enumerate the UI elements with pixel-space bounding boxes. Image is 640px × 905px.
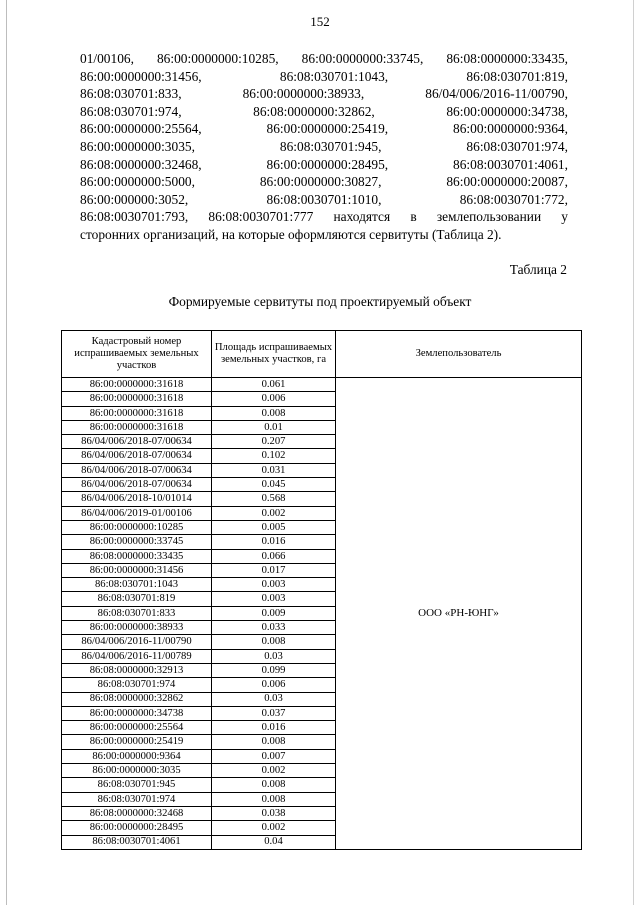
cadastral-number-cell: 86:00:0000000:3035 — [62, 764, 212, 778]
cadastral-number-cell: 86/04/006/2016-11/00789 — [62, 649, 212, 663]
cadastral-number-cell: 86:00:0000000:10285 — [62, 520, 212, 534]
paragraph-word: 01/00106, — [80, 51, 134, 66]
paragraph-word: 86:00:0000000:34738, — [446, 103, 568, 119]
cadastral-number-cell: 86:00:0000000:38933 — [62, 621, 212, 635]
area-cell: 0.045 — [212, 478, 336, 492]
paragraph-line — [80, 191, 568, 209]
area-cell: 0.008 — [212, 635, 336, 649]
cadastral-number-cell: 86:08:030701:833 — [62, 606, 212, 620]
area-cell: 0.003 — [212, 578, 336, 592]
area-cell: 0.03 — [212, 692, 336, 706]
cadastral-number-cell: 86/04/006/2018-07/00634 — [62, 463, 212, 477]
paragraph-word: находятся — [333, 209, 391, 225]
paragraph-word: 86:08:0000000:32862, — [253, 103, 375, 119]
land-user-cell: ООО «РН-ЮНГ» — [336, 378, 582, 850]
area-cell: 0.207 — [212, 435, 336, 449]
servitudes-table — [61, 330, 582, 850]
cadastral-number-cell: 86:08:030701:974 — [62, 792, 212, 806]
body-paragraph — [80, 50, 568, 244]
paragraph-word: 86:08:0030701:1010, — [266, 191, 382, 207]
paragraph-word: 86:00:000000:3052, — [80, 191, 189, 207]
paragraph-word: 86:08:0030701:4061, — [453, 156, 568, 172]
cadastral-number-cell: 86:08:0000000:32913 — [62, 663, 212, 677]
cadastral-number-cell: 86:00:0000000:25564 — [62, 721, 212, 735]
area-cell: 0.006 — [212, 678, 336, 692]
scan-edge-right — [633, 0, 634, 905]
paragraph-word: 86:00:0000000:9364, — [453, 121, 568, 137]
paragraph-word: 86:08:0030701:777 — [208, 209, 314, 225]
paragraph-line — [80, 208, 568, 226]
cadastral-number-cell: 86:08:030701:819 — [62, 592, 212, 606]
paragraph-line — [80, 85, 568, 103]
cadastral-number-cell: 86:00:0000000:31618 — [62, 420, 212, 434]
cadastral-number-cell: 86:00:0000000:33745 — [62, 535, 212, 549]
cadastral-number-cell: 86:00:0000000:31618 — [62, 406, 212, 420]
paragraph-word: 86:08:030701:945, — [279, 138, 382, 154]
area-cell: 0.016 — [212, 721, 336, 735]
paragraph-word: 86:00:0000000:33745, — [301, 51, 424, 66]
page-number: 152 — [310, 14, 330, 29]
cadastral-number-cell: 86:08:030701:945 — [62, 778, 212, 792]
area-cell: 0.037 — [212, 706, 336, 720]
paragraph-line — [80, 138, 568, 156]
table-title: Формируемые сервитуты под проектируемый объект — [168, 294, 472, 309]
cadastral-number-cell: 86:00:0000000:34738 — [62, 706, 212, 720]
area-cell: 0.002 — [212, 821, 336, 835]
header-land-user: Землепользователь — [336, 331, 582, 378]
area-cell: 0.006 — [212, 392, 336, 406]
paragraph-word: 86:00:0000000:30827, — [259, 174, 382, 190]
paragraph-word: 86:08:030701:819, — [466, 68, 568, 84]
area-cell: 0.003 — [212, 592, 336, 606]
area-cell: 0.005 — [212, 520, 336, 534]
paragraph-word: землепользовании — [436, 209, 542, 225]
paragraph-word: 86:08:0030701:793, — [80, 209, 189, 225]
area-cell: 0.102 — [212, 449, 336, 463]
area-cell: 0.008 — [212, 778, 336, 792]
paragraph-line — [80, 50, 568, 68]
header-area: Площадь испрашиваемых земельных участков, га — [212, 331, 336, 378]
paragraph-word: 86:08:030701:974, — [80, 103, 182, 119]
paragraph-word: 86:00:0000000:25564, — [80, 121, 202, 137]
paragraph-word: 86:00:0000000:10285, — [156, 51, 279, 66]
paragraph-line — [80, 103, 568, 121]
paragraph-last-line: сторонних организаций, на которые оформляются сервитуты (Таблица 2). — [80, 226, 502, 242]
scan-edge-left — [6, 0, 7, 905]
cadastral-number-cell: 86:00:0000000:28495 — [62, 821, 212, 835]
area-cell: 0.099 — [212, 663, 336, 677]
paragraph-word: 86:00:0000000:20087, — [446, 174, 568, 190]
cadastral-number-cell: 86:08:0000000:32862 — [62, 692, 212, 706]
paragraph-word: 86:00:0000000:3035, — [80, 138, 195, 154]
cadastral-number-cell: 86:00:0000000:31618 — [62, 378, 212, 392]
area-cell: 0.568 — [212, 492, 336, 506]
area-cell: 0.033 — [212, 621, 336, 635]
area-cell: 0.01 — [212, 420, 336, 434]
paragraph-word: 86:00:0000000:25419, — [266, 121, 389, 137]
cadastral-number-cell: 86/04/006/2019-01/00106 — [62, 506, 212, 520]
paragraph-word: 86:08:0000000:33435, — [446, 51, 568, 66]
area-cell: 0.066 — [212, 549, 336, 563]
area-cell: 0.04 — [212, 835, 336, 849]
paragraph-word: 86:00:0000000:31456, — [80, 68, 202, 84]
cadastral-number-cell: 86/04/006/2016-11/00790 — [62, 635, 212, 649]
area-cell: 0.061 — [212, 378, 336, 392]
area-cell: 0.007 — [212, 749, 336, 763]
cadastral-number-cell: 86/04/006/2018-10/01014 — [62, 492, 212, 506]
paragraph-line — [80, 68, 568, 86]
cadastral-number-cell: 86/04/006/2018-07/00634 — [62, 435, 212, 449]
cadastral-number-cell: 86:08:030701:974 — [62, 678, 212, 692]
cadastral-number-cell: 86:08:0030701:4061 — [62, 835, 212, 849]
paragraph-word: 86:08:030701:974, — [466, 138, 568, 154]
area-cell: 0.017 — [212, 563, 336, 577]
table-label: Таблица 2 — [509, 262, 567, 277]
paragraph-word: 86:08:0000000:32468, — [80, 156, 202, 172]
area-cell: 0.016 — [212, 535, 336, 549]
area-cell: 0.008 — [212, 406, 336, 420]
paragraph-word: 86:08:0030701:772, — [459, 191, 568, 207]
paragraph-line — [80, 156, 568, 174]
area-cell: 0.002 — [212, 506, 336, 520]
table-header-row — [62, 331, 582, 378]
paragraph-line — [80, 120, 568, 138]
paragraph-line — [80, 173, 568, 191]
cadastral-number-cell: 86:08:0000000:33435 — [62, 549, 212, 563]
paragraph-word: 86:08:030701:833, — [80, 86, 182, 102]
paragraph-word: 86:00:0000000:28495, — [266, 156, 389, 172]
area-cell: 0.008 — [212, 735, 336, 749]
area-cell: 0.008 — [212, 792, 336, 806]
paragraph-word: 86:08:030701:1043, — [279, 68, 389, 84]
paragraph-word: 86/04/006/2016-11/00790, — [425, 86, 568, 102]
paragraph-word: 86:00:0000000:38933, — [242, 86, 365, 102]
cadastral-number-cell: 86:00:0000000:31618 — [62, 392, 212, 406]
cadastral-number-cell: 86:00:0000000:25419 — [62, 735, 212, 749]
header-cadastral-number: Кадастровый номер испрашиваемых земельных участков — [62, 331, 212, 378]
area-cell: 0.03 — [212, 649, 336, 663]
paragraph-word: в — [410, 209, 417, 225]
cadastral-number-cell: 86/04/006/2018-07/00634 — [62, 478, 212, 492]
area-cell: 0.038 — [212, 806, 336, 820]
area-cell: 0.002 — [212, 764, 336, 778]
table-row — [62, 378, 582, 392]
cadastral-number-cell: 86:08:030701:1043 — [62, 578, 212, 592]
area-cell: 0.009 — [212, 606, 336, 620]
paragraph-word: у — [561, 209, 568, 225]
area-cell: 0.031 — [212, 463, 336, 477]
cadastral-number-cell: 86:08:0000000:32468 — [62, 806, 212, 820]
paragraph-word: 86:00:0000000:5000, — [80, 174, 195, 190]
cadastral-number-cell: 86:00:0000000:9364 — [62, 749, 212, 763]
cadastral-number-cell: 86:00:0000000:31456 — [62, 563, 212, 577]
cadastral-number-cell: 86/04/006/2018-07/00634 — [62, 449, 212, 463]
